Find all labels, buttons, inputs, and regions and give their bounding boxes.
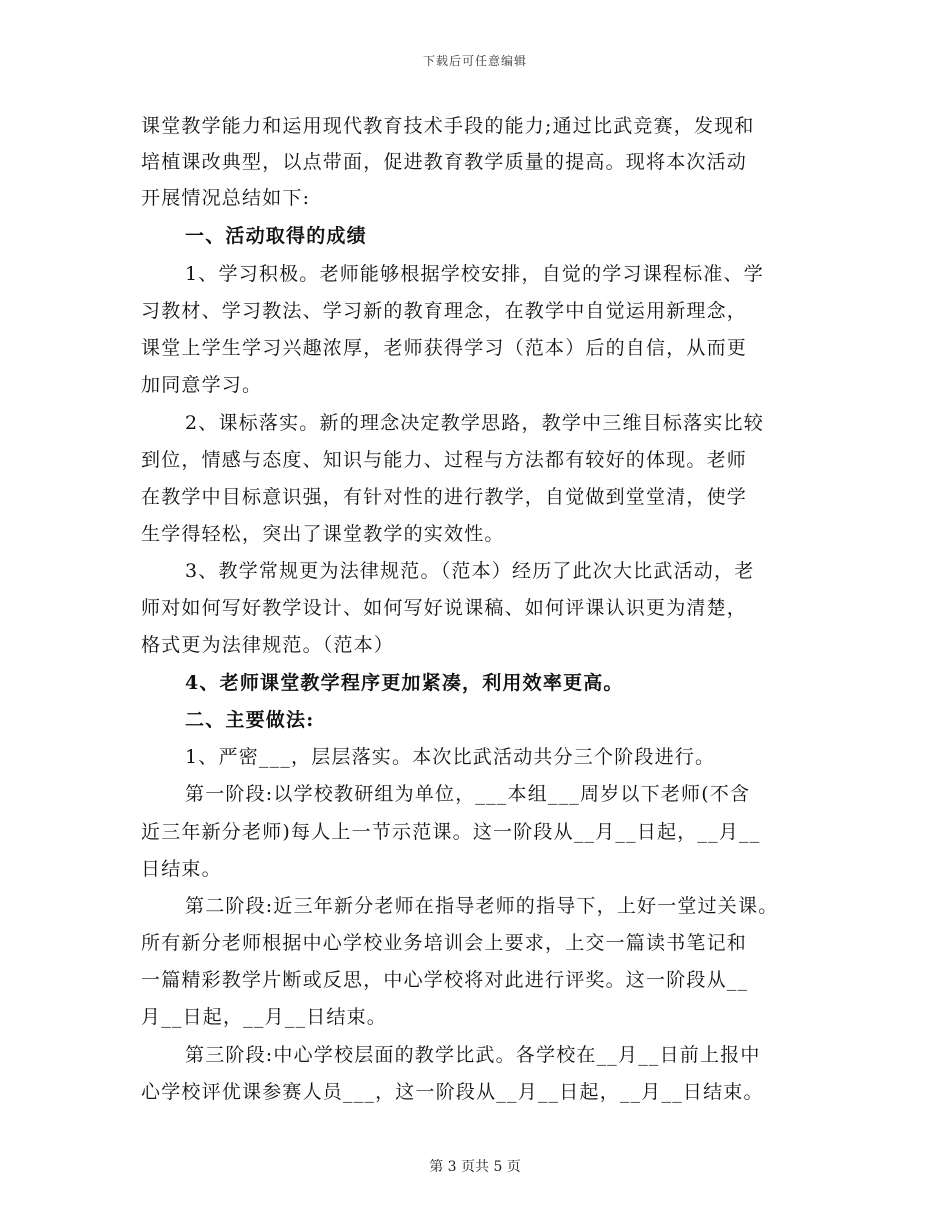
page-number: 第 3 页共 5 页 [429,1159,521,1175]
body-line: 课堂上学生学习兴趣浓厚，老师获得学习（范本）后的自信，从而更 [141,337,748,359]
body-line: 生学得轻松，突出了课堂教学的实效性。 [141,523,505,545]
body-line: 格式更为法律规范。（范本） [141,634,395,656]
body-line: 师对如何写好教学设计、如何写好说课稿、如何评课认识更为清楚， [141,597,748,619]
body-line: 习教材、学习教法、学习新的教育理念，在教学中自觉运用新理念， [141,300,748,322]
body-line: 1、学习积极。老师能够根据学校安排，自觉的学习课程标准、学 [185,263,764,285]
body-line: 3、教学常规更为法律规范。（范本）经历了此次大比武活动，老 [185,560,755,582]
body-line: 日结束。 [141,858,222,880]
body-line: 第一阶段:以学校教研组为单位，___本组___周岁以下老师(不含 [185,783,751,805]
body-line: 第二阶段:近三年新分老师在指导老师的指导下，上好一堂过关课。 [185,895,779,917]
section-heading: 一、活动取得的成绩 [185,225,367,247]
body-line: 月__日起，__月__日结束。 [141,1006,388,1028]
body-line: 所有新分老师根据中心学校业务培训会上要求，上交一篇读书笔记和 [141,932,748,954]
body-line: 1、严密___，层层落实。本次比武活动共分三个阶段进行。 [185,746,716,768]
body-line: 近三年新分老师)每人上一节示范课。这一阶段从__月__日起，__月__ [141,821,761,843]
body-line: 在教学中目标意识强，有针对性的进行教学，自觉做到堂堂清，使学 [141,486,748,508]
body-line: 课堂教学能力和运用现代教育技术手段的能力;通过比武竞赛，发现和 [141,115,755,137]
body-line: 一篇精彩教学片断或反思，中心学校将对此进行评奖。这一阶段从__ [141,969,749,991]
section-heading: 二、主要做法: [185,709,315,731]
body-line: 培植课改典型，以点带面，促进教育教学质量的提高。现将本次活动 [141,151,748,173]
bold-paragraph: 4、老师课堂教学程序更加紧凑，利用效率更高。 [185,672,624,694]
body-line: 2、课标落实。新的理念决定教学思路，教学中三维目标落实比较 [185,412,764,434]
body-line: 加同意学习。 [141,374,263,396]
body-line: 第三阶段:中心学校层面的教学比武。各学校在__月__日前上报中 [185,1044,761,1066]
body-line: 心学校评优课参赛人员___，这一阶段从__月__日起，__月__日结束。 [141,1081,764,1103]
body-line: 开展情况总结如下: [141,187,311,209]
page-header: 下载后可任意编辑 [422,54,527,68]
body-line: 到位，情感与态度、知识与能力、过程与方法都有较好的体现。老师 [141,449,748,471]
